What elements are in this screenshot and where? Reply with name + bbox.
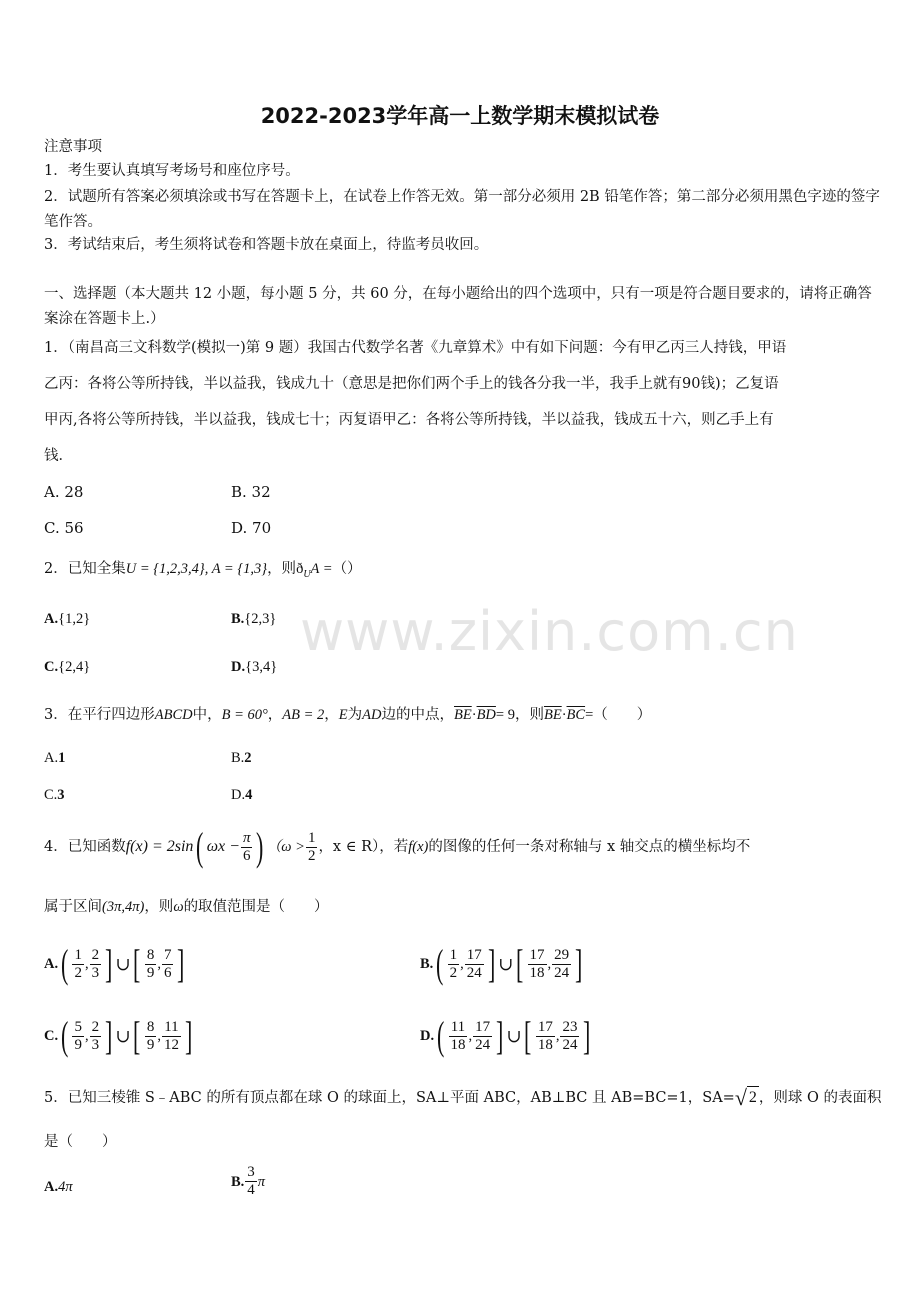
q5-line-1: [44, 1086, 882, 1109]
q5-sqrt-symbol: √: [734, 1084, 747, 1110]
q4-c-frac-1-den: 9: [74, 1036, 82, 1053]
q4-line2b: ，则: [144, 899, 174, 915]
q4-b-frac-3: [528, 947, 547, 982]
q5-line1: 5．已知三棱锥 S﹣ABC 的所有顶点都在球 O 的球面上，SA⊥平面 ABC，AB⊥BC 且 AB=BC=1，SA=: [44, 1089, 735, 1106]
q3-p1: 中，: [192, 707, 222, 723]
q3-option-a[interactable]: [44, 747, 65, 769]
notice-item-1: 1．考生要认真填写考场号和座位序号。: [44, 163, 300, 179]
q2-value-d: {3,4}: [245, 659, 278, 675]
q3-value-d: 4: [245, 787, 253, 803]
q4-c-frac-1: [72, 1019, 84, 1054]
q4-line-2: [44, 896, 329, 918]
bracket-open: [: [524, 1013, 532, 1058]
q4-d-frac-3-den: 18: [537, 1036, 553, 1053]
q4-prefix: 4．已知函数: [44, 839, 126, 855]
q2-suffix: （）: [332, 561, 362, 577]
notice-heading: 注意事项: [44, 139, 102, 155]
q4-label-d: D.: [420, 1028, 435, 1044]
q4-b-frac-4-num: 29: [554, 946, 570, 963]
notice-item-3: 3．考试结束后，考生须将试卷和答题卡放在桌面上，待监考员收回。: [44, 237, 489, 253]
union-symbol: ∪: [506, 1026, 522, 1046]
q4-b-frac-1-den: 2: [449, 964, 458, 981]
q4-tail: 的图像的任何一条对称轴与 x 轴交点的横坐标均不: [428, 839, 751, 855]
paren-open: (: [61, 1013, 69, 1058]
q2-option-a[interactable]: [44, 608, 90, 630]
q4-frac-num: π: [242, 829, 251, 846]
bracket-open: [: [133, 941, 141, 986]
q4-frac-den: 6: [242, 847, 251, 864]
q3-option-d[interactable]: [231, 784, 252, 806]
q5-frac-num: 3: [247, 1164, 255, 1180]
q4-label-a: A.: [44, 956, 59, 972]
bracket-open: [: [133, 1013, 141, 1058]
q4-a-frac-4-num: 7: [163, 946, 172, 963]
q4-d-frac-1: [448, 1019, 467, 1054]
q3-point-e: E: [338, 707, 348, 723]
q4-cond-1: （ω >: [266, 839, 305, 855]
q4-a-frac-2-num: 2: [91, 946, 100, 963]
q3-eq: =: [585, 707, 594, 723]
q5-sqrt-value: 2: [747, 1086, 759, 1109]
q2-value-b: {2,3}: [244, 611, 277, 627]
q4-a-frac-2: [90, 947, 102, 982]
q4-c-frac-4: [162, 1019, 181, 1054]
q4-a-frac-1-den: 2: [74, 964, 82, 981]
q3-option-c[interactable]: [44, 784, 65, 806]
comma: ,: [555, 1028, 560, 1044]
q4-c-frac-2-num: 2: [91, 1018, 100, 1035]
q4-b-frac-3-den: 18: [529, 964, 545, 981]
q5-line-2: 是（ ）: [44, 1134, 117, 1150]
q4-a-frac-4: [162, 947, 174, 982]
q3-label-b: B.: [231, 750, 245, 766]
q3-p2: 为: [347, 707, 363, 723]
q4-a-frac-3-den: 9: [146, 964, 155, 981]
q4-label-c: C.: [44, 1028, 59, 1044]
q4-frac-pi-6: [241, 830, 253, 865]
q4-a-frac-3-num: 8: [146, 946, 155, 963]
q2-label-a: A.: [44, 611, 59, 627]
q2-option-c[interactable]: [44, 656, 90, 678]
q3-value-b: 2: [244, 750, 252, 766]
bracket-close: ]: [105, 941, 113, 986]
paren-open: (: [61, 941, 69, 986]
q5-frac-den: 4: [247, 1182, 255, 1198]
q4-half-num: 1: [307, 829, 316, 846]
q4-b-frac-3-num: 17: [529, 946, 545, 963]
q4-frac-half: [306, 830, 318, 865]
paren-open: (: [436, 941, 444, 986]
q4-c-frac-2-den: 3: [91, 1036, 100, 1053]
comma: ,: [468, 1028, 473, 1044]
bracket-open: [: [516, 941, 524, 986]
q2-prefix: 2．已知全集: [44, 561, 126, 577]
q1-option-d[interactable]: D. 70: [231, 519, 272, 537]
q2-label-d: D.: [231, 659, 246, 675]
q4-a-frac-2-den: 3: [91, 964, 100, 981]
q4-a-frac-1-num: 1: [74, 946, 82, 963]
q2-mid: ，则: [267, 561, 297, 577]
q3-sep1: ，: [267, 707, 283, 723]
q4-d-frac-2-num: 17: [475, 1018, 491, 1035]
q2-stem: [44, 558, 362, 586]
q4-c-frac-1-num: 5: [74, 1018, 82, 1035]
q4-d-frac-4-den: 24: [562, 1036, 578, 1053]
bracket-close: ]: [184, 1013, 193, 1058]
q4-half-den: 2: [307, 847, 316, 864]
q5-option-a[interactable]: [44, 1176, 73, 1198]
bracket-close: ]: [575, 941, 583, 986]
q2-option-d[interactable]: [231, 656, 277, 678]
q5-frac: [245, 1164, 257, 1199]
q4-fx: f(x): [408, 839, 429, 855]
q4-line2a: 属于区间: [44, 899, 102, 915]
comma: ,: [84, 1028, 89, 1044]
q4-cond-2: ，x ∈ R），若: [318, 839, 409, 855]
q3-vector-bd: $\overline{BD}$: [476, 707, 496, 723]
q3-ad: AD: [362, 707, 382, 723]
q3-label-c: C.: [44, 787, 58, 803]
q4-d-frac-3: [536, 1019, 555, 1054]
q3-angle: B = 60°: [221, 707, 268, 723]
q4-d-frac-1-num: 11: [450, 1018, 466, 1035]
q4-a-frac-1: [72, 947, 84, 982]
q3-value-a: 1: [58, 750, 66, 766]
q1-option-c[interactable]: C. 56: [44, 519, 84, 537]
q4-label-b: B.: [420, 956, 434, 972]
q4-c-frac-4-den: 12: [163, 1036, 179, 1053]
comma: ,: [460, 956, 464, 972]
q4-c-frac-3-num: 8: [146, 1018, 155, 1035]
q3-stem: [44, 704, 651, 726]
q1-option-a[interactable]: A. 28: [44, 483, 84, 501]
q4-paren-close: ): [256, 824, 264, 869]
page-title: 2022-2023学年高一上数学期末模拟试卷: [260, 104, 660, 128]
q4-d-frac-1-den: 18: [450, 1036, 466, 1053]
q2-complement-symbol: ð: [296, 561, 304, 577]
q3-vector-be: $\overline{BE}$: [454, 707, 472, 723]
q5-pi: π: [257, 1173, 266, 1190]
q1-line-2: 乙丙：各将公等所持钱，半以益我，钱成九十（意思是把你们两个手上的钱各分我一半，我手上就有90钱)；乙复语: [44, 376, 779, 392]
q4-interval: (3π,4π): [102, 899, 145, 915]
watermark: www.zixin.com.cn: [300, 600, 799, 663]
q3-value-c: 3: [57, 787, 65, 803]
q4-c-frac-4-num: 11: [164, 1018, 179, 1035]
q4-d-frac-2-den: 24: [475, 1036, 491, 1053]
paren-open: (: [437, 1013, 445, 1058]
q4-b-frac-2-num: 17: [466, 946, 482, 963]
q4-omega: ω: [173, 899, 184, 915]
q4-b-frac-1-num: 1: [449, 946, 458, 963]
q3-option-b[interactable]: [231, 747, 252, 769]
q5-value-a: 4π: [58, 1179, 73, 1195]
q3-dot-1: ·: [471, 707, 477, 723]
comma: ,: [547, 956, 552, 972]
q4-c-frac-3: [145, 1019, 157, 1054]
q4-option-a[interactable]: [44, 941, 188, 986]
q5-label-b: B.: [231, 1173, 245, 1190]
q1-option-b[interactable]: B. 32: [231, 483, 271, 501]
q3-p3: 边的中点，: [381, 707, 454, 723]
q4-a-frac-3: [145, 947, 157, 982]
bracket-close: ]: [487, 941, 496, 986]
q2-value-c: {2,4}: [58, 659, 91, 675]
q3-vector-bc: $\overline{BC}$: [566, 707, 586, 723]
q3-suffix: （ ）: [593, 707, 652, 723]
comma: ,: [84, 956, 89, 972]
q4-stem: [44, 822, 750, 872]
union-symbol: ∪: [115, 1026, 131, 1046]
union-symbol: ∪: [115, 954, 131, 974]
section-1-heading: 一、选择题（本大题共 12 小题，每小题 5 分，共 60 分，在每小题给出的四个选项中，只有一项是符合题目要求的，请将正确答案涂在答题卡上.）: [44, 286, 872, 327]
q2-label-b: B.: [231, 611, 245, 627]
q4-arg: ωx −: [206, 838, 240, 855]
q2-label-c: C.: [44, 659, 59, 675]
bracket-close: ]: [583, 1013, 591, 1058]
q2-expr: A =: [310, 561, 333, 577]
q4-option-b[interactable]: [420, 941, 585, 986]
q4-d-frac-3-num: 17: [537, 1018, 553, 1035]
q5-line1b: ，则球 O 的表面积: [758, 1089, 882, 1106]
q4-option-c[interactable]: [44, 1013, 195, 1058]
q2-complement-sub: U: [303, 568, 311, 580]
q1-line-1: 1．（南昌高三文科数学(模拟一)第 9 题）我国古代数学名著《九章算术》中有如下问题：今有甲乙丙三人持钱，甲语: [44, 340, 787, 356]
q4-b-frac-2: [465, 947, 484, 982]
union-symbol: ∪: [498, 954, 514, 974]
bracket-close: ]: [177, 941, 185, 986]
q1-line-4: 钱．: [44, 448, 73, 464]
q3-vector-be-2: $\overline{BE}$: [543, 707, 562, 723]
q5-label-a: A.: [44, 1179, 59, 1195]
q4-line2c: 的取值范围是（ ）: [183, 899, 329, 915]
q3-label-d: D.: [231, 787, 246, 803]
q4-option-d[interactable]: [420, 1013, 594, 1058]
notice-item-2: 2．试题所有答案必须填涂或书写在答题卡上，在试卷上作答无效。第一部分必须用 2B 铅笔作答；第二部分必须用黑色字迹的签字笔作答。: [44, 189, 880, 230]
q4-b-frac-4: [552, 947, 571, 982]
q3-sep2: ，: [324, 707, 339, 723]
q2-option-b[interactable]: [231, 608, 276, 630]
q4-b-frac-4-den: 24: [554, 964, 570, 981]
q4-d-frac-4: [560, 1019, 579, 1054]
q3-p4: ，则: [514, 707, 544, 723]
comma: ,: [157, 1028, 161, 1044]
q4-d-frac-4-num: 23: [562, 1018, 578, 1035]
q3-prefix: 3．在平行四边形: [44, 707, 155, 723]
q4-a-frac-4-den: 6: [163, 964, 172, 981]
q2-value-a: {1,2}: [58, 611, 91, 627]
q3-eq9: = 9: [495, 707, 515, 723]
q3-shape: ABCD: [154, 707, 193, 723]
q4-b-frac-1: [448, 947, 460, 982]
q4-c-frac-3-den: 9: [146, 1036, 155, 1053]
q4-c-frac-2: [90, 1019, 102, 1054]
q3-dot-2: ·: [561, 707, 567, 723]
q4-paren-open: (: [196, 824, 204, 869]
q2-sets: U = {1,2,3,4}, A = {1,3}: [125, 561, 268, 577]
bracket-close: ]: [496, 1013, 504, 1058]
q3-label-a: A.: [44, 750, 59, 766]
q4-b-frac-2-den: 24: [466, 964, 482, 981]
q5-option-b[interactable]: [231, 1164, 265, 1199]
q3-ab: AB = 2: [282, 707, 325, 723]
comma: ,: [157, 956, 161, 972]
q1-line-3: 甲丙,各将公等所持钱，半以益我，钱成七十；丙复语甲乙：各将公等所持钱，半以益我，钱成五十六，则乙手上有: [44, 412, 774, 428]
bracket-close: ]: [105, 1013, 113, 1058]
q4-function: f(x) = 2sin: [125, 838, 194, 855]
q4-d-frac-2: [473, 1019, 492, 1054]
